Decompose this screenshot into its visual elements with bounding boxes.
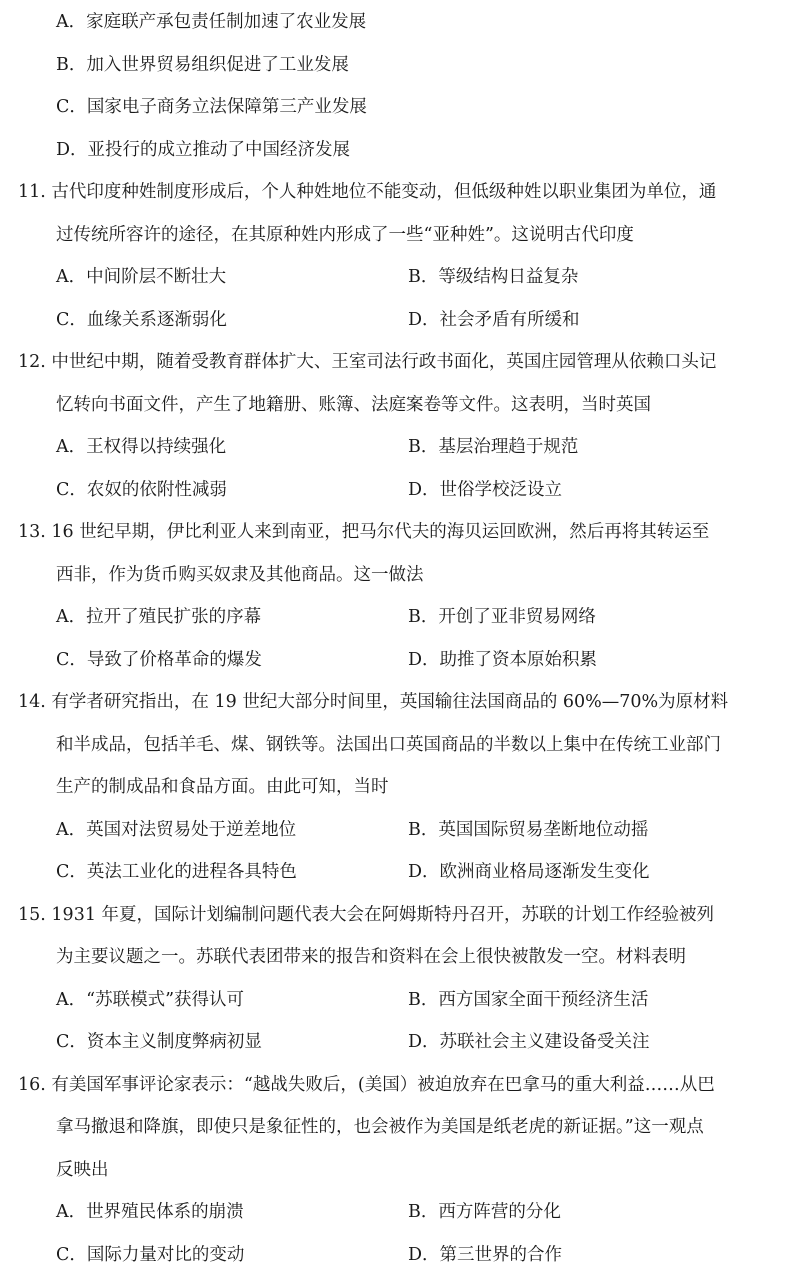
- question-number: 16.: [18, 1075, 46, 1095]
- option-letter: B．: [408, 820, 439, 840]
- option-text: 王权得以持续强化: [86, 437, 227, 457]
- option-letter: D．: [408, 310, 440, 330]
- q14-stem-line-1: [18, 690, 728, 714]
- option-text: 拉开了殖民扩张的序幕: [86, 607, 262, 627]
- option-letter: B．: [408, 267, 439, 287]
- option-letter: C．: [56, 97, 87, 117]
- option-letter: A．: [56, 990, 87, 1010]
- q11-option-a: [56, 265, 226, 289]
- q12-option-b: [408, 435, 578, 459]
- option-letter: D．: [408, 1032, 440, 1052]
- q15-option-a: [56, 988, 244, 1012]
- option-text: 导致了价格革命的爆发: [86, 650, 262, 670]
- q14-stem-line-3: 生产的制成品和食品方面。由此可知，当时: [56, 777, 389, 797]
- q13-stem-line-2: 西非，作为货币购买奴隶及其他商品。这一做法: [56, 565, 424, 585]
- q15-stem-line-1: [18, 903, 714, 927]
- option-letter: C．: [56, 1032, 87, 1052]
- q11-option-d: [408, 308, 580, 332]
- q16-stem-line-3: 反映出: [56, 1160, 109, 1180]
- option-text: 英法工业化的进程各具特色: [86, 862, 297, 882]
- option-letter: C．: [56, 310, 87, 330]
- question-number: 12.: [18, 352, 46, 372]
- option-letter: A．: [56, 607, 87, 627]
- stem-text: 古代印度种姓制度形成后，个人种姓地位不能变动，但低级种姓以职业集团为单位，通: [51, 182, 717, 202]
- option-text: 加入世界贸易组织促进了工业发展: [86, 55, 349, 75]
- question-number: 11.: [18, 182, 46, 202]
- option-text: 亚投行的成立推动了中国经济发展: [87, 140, 351, 160]
- q16-stem-line-2: 拿马撤退和降旗，即使只是象征性的，也会被作为美国是纸老虎的新证据。”这一观点: [56, 1117, 704, 1137]
- option-letter: C．: [56, 1245, 87, 1265]
- option-letter: B．: [408, 607, 439, 627]
- option-letter: A．: [56, 1202, 87, 1222]
- q10-option-b: [56, 53, 349, 77]
- option-letter: D．: [408, 862, 440, 882]
- q12-option-d: [408, 478, 562, 502]
- question-number: 14.: [18, 692, 46, 712]
- q14-option-a: [56, 818, 296, 842]
- option-text: 苏联社会主义建设备受关注: [439, 1032, 650, 1052]
- stem-text: 16 世纪早期，伊比利亚人来到南亚，把马尔代夫的海贝运回欧洲，然后再将其转运至: [51, 522, 710, 542]
- option-text: 世俗学校泛设立: [439, 480, 563, 500]
- option-text: 中间阶层不断壮大: [86, 267, 227, 287]
- option-text: 英国对法贸易处于逆差地位: [86, 820, 297, 840]
- option-text: 基层治理趋于规范: [438, 437, 579, 457]
- option-text: 欧洲商业格局逐渐发生变化: [439, 862, 650, 882]
- option-text: 等级结构日益复杂: [438, 267, 579, 287]
- option-letter: D．: [408, 1245, 440, 1265]
- question-number: 13.: [18, 522, 46, 542]
- q11-stem-line-1: [18, 180, 716, 204]
- option-letter: A．: [56, 12, 87, 32]
- q15-option-c: [56, 1030, 262, 1054]
- option-text: 家庭联产承包责任制加速了农业发展: [86, 12, 367, 32]
- option-letter: C．: [56, 480, 87, 500]
- q13-option-a: [56, 605, 261, 629]
- question-number: 15.: [18, 905, 46, 925]
- q11-option-b: [408, 265, 578, 289]
- option-letter: D．: [408, 480, 440, 500]
- q13-option-b: [408, 605, 596, 629]
- q16-option-d: [408, 1243, 562, 1267]
- q10-option-c: [56, 95, 367, 119]
- stem-text: 有学者研究指出，在 19 世纪大部分时间里，英国输往法国商品的 60%—70%为原材料: [51, 692, 729, 712]
- q15-option-b: [408, 988, 648, 1012]
- option-text: 国家电子商务立法保障第三产业发展: [86, 97, 367, 117]
- q12-option-c: [56, 478, 227, 502]
- option-letter: A．: [56, 820, 87, 840]
- option-letter: A．: [56, 267, 87, 287]
- option-text: 西方国家全面干预经济生活: [438, 990, 649, 1010]
- q16-option-c: [56, 1243, 244, 1267]
- option-text: 国际力量对比的变动: [86, 1245, 245, 1265]
- option-text: 开创了亚非贸易网络: [438, 607, 596, 627]
- option-letter: D．: [408, 650, 440, 670]
- q12-option-a: [56, 435, 226, 459]
- q10-option-a: [56, 10, 366, 34]
- q12-stem-line-1: [18, 350, 716, 374]
- q11-option-c: [56, 308, 227, 332]
- option-letter: A．: [56, 437, 87, 457]
- option-letter: C．: [56, 862, 87, 882]
- option-text: “苏联模式”获得认可: [86, 990, 245, 1010]
- option-text: 助推了资本原始积累: [439, 650, 598, 670]
- option-letter: B．: [408, 1202, 439, 1222]
- option-text: 西方阵营的分化: [438, 1202, 561, 1222]
- q14-stem-line-2: 和半成品，包括羊毛、煤、钢铁等。法国出口英国商品的半数以上集中在传统工业部门: [56, 735, 721, 755]
- stem-text: 1931 年夏，国际计划编制问题代表大会在阿姆斯特丹召开，苏联的计划工作经验被列: [51, 905, 715, 925]
- q10-option-d: [56, 138, 350, 162]
- q16-option-a: [56, 1200, 244, 1224]
- option-letter: B．: [408, 437, 439, 457]
- option-text: 资本主义制度弊病初显: [86, 1032, 262, 1052]
- q14-option-d: [408, 860, 650, 884]
- q13-stem-line-1: [18, 520, 709, 544]
- option-letter: C．: [56, 650, 87, 670]
- option-text: 农奴的依附性减弱: [86, 480, 227, 500]
- option-text: 英国国际贸易垄断地位动摇: [438, 820, 649, 840]
- q14-option-b: [408, 818, 648, 842]
- q11-stem-line-2: 过传统所容许的途径，在其原种姓内形成了一些“亚种姓”。这说明古代印度: [56, 225, 634, 245]
- q16-stem-line-1: [18, 1073, 715, 1097]
- q12-stem-line-2: 忆转向书面文件，产生了地籍册、账簿、法庭案卷等文件。这表明，当时英国: [56, 395, 651, 415]
- option-text: 血缘关系逐渐弱化: [86, 310, 227, 330]
- option-letter: B．: [408, 990, 439, 1010]
- q14-option-c: [56, 860, 297, 884]
- option-text: 世界殖民体系的崩溃: [86, 1202, 244, 1222]
- q13-option-c: [56, 648, 262, 672]
- stem-text: 中世纪中期，随着受教育群体扩大、王室司法行政书面化，英国庄园管理从依赖口头记: [51, 352, 717, 372]
- option-letter: B．: [56, 55, 87, 75]
- stem-text: 有美国军事评论家表示：“越战失败后，(美国）被迫放弃在巴拿马的重大利益……从巴: [51, 1075, 715, 1095]
- q15-option-d: [408, 1030, 650, 1054]
- q15-stem-line-2: 为主要议题之一。苏联代表团带来的报告和资料在会上很快被散发一空。材料表明: [56, 947, 686, 967]
- option-text: 第三世界的合作: [439, 1245, 563, 1265]
- q16-option-b: [408, 1200, 561, 1224]
- option-text: 社会矛盾有所缓和: [439, 310, 580, 330]
- q13-option-d: [408, 648, 597, 672]
- option-letter: D．: [56, 140, 88, 160]
